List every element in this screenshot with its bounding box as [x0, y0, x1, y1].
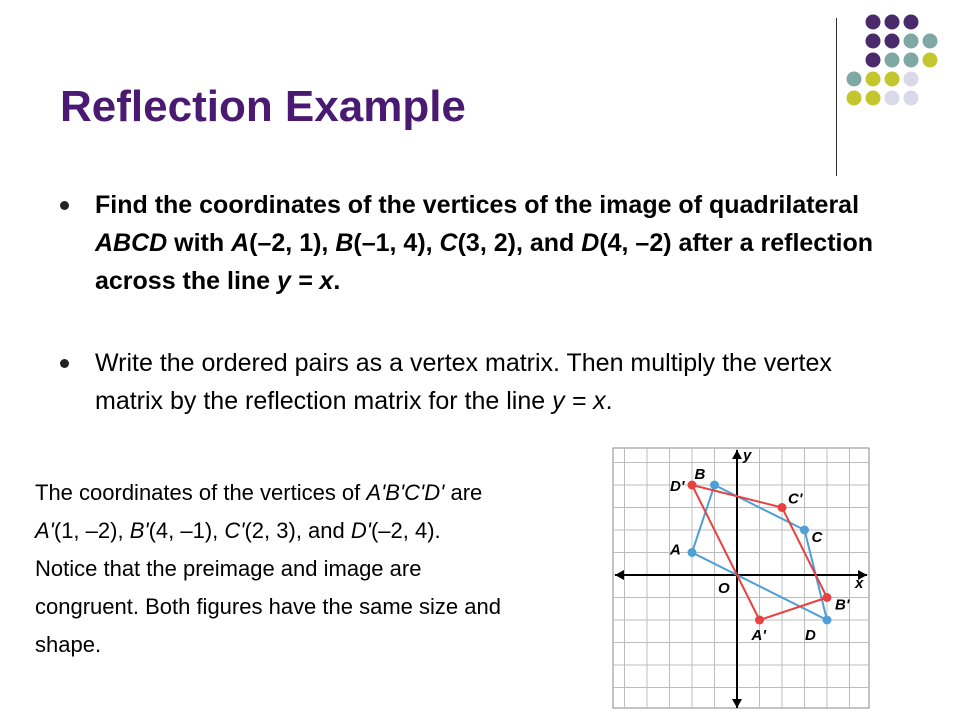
decor-dot — [904, 91, 919, 106]
slide-title: Reflection Example — [60, 82, 466, 131]
text-segment: (3, 2), and — [457, 229, 582, 257]
bullet-problem — [60, 186, 900, 300]
italic-math-text: ABCD — [95, 229, 168, 257]
text-segment: are — [444, 480, 483, 505]
italic-math-text: B — [335, 229, 354, 257]
text-segment: (4, –1), — [148, 518, 225, 543]
x-axis-label: x — [855, 575, 864, 592]
origin-label: O — [718, 580, 730, 597]
text-segment: (1, –2), — [53, 518, 130, 543]
decor-dot — [885, 15, 900, 30]
decor-dot — [866, 72, 881, 87]
text-segment: (4, –2) after a reflection across the line — [95, 229, 874, 295]
decor-dot — [923, 53, 938, 68]
decor-dot — [904, 72, 919, 87]
y-axis-label: y — [743, 447, 752, 464]
decor-dot — [885, 91, 900, 106]
italic-math-text: A — [231, 229, 250, 257]
italic-math-text: D — [581, 229, 600, 257]
decor-dot — [866, 15, 881, 30]
bullet-dot — [60, 359, 69, 368]
preimage-vertex-label: D — [805, 627, 816, 644]
text-segment: (–2, 4). Notice that the preimage and image are congruent. Both figures have the same size and shape. — [35, 518, 501, 657]
image-vertex-label: D' — [670, 478, 685, 495]
italic-math-text: B' — [129, 518, 149, 543]
decor-dot — [904, 53, 919, 68]
decor-dot — [866, 91, 881, 106]
image-vertex-label: B' — [835, 596, 850, 614]
image-vertex-label: A' — [751, 627, 766, 644]
image-vertex-d-prime — [688, 481, 697, 490]
text-segment: (–2, 1), — [249, 229, 336, 257]
bullet-instruction-text — [95, 344, 900, 420]
text-segment: The coordinates of the vertices of — [35, 480, 367, 505]
decor-dot — [866, 34, 881, 49]
text-segment: Write the ordered pairs as a vertex matrix. Then multiply the vertex matrix by the reflection matrix for the line — [95, 349, 832, 415]
preimage-vertex-b — [710, 481, 719, 490]
text-segment: (2, 3), and — [244, 518, 351, 543]
decor-dot — [866, 53, 881, 68]
italic-math-text: y = x — [277, 267, 334, 295]
decorative-dot-grid — [0, 0, 960, 180]
bullet-problem-text — [95, 186, 900, 300]
bullet-instruction — [60, 344, 900, 420]
decor-dot — [847, 91, 862, 106]
image-vertex-c-prime — [778, 503, 787, 512]
preimage-vertex-label: C — [811, 529, 823, 546]
image-vertex-a-prime — [755, 616, 764, 625]
decor-dot — [923, 34, 938, 49]
italic-math-text: C' — [224, 518, 245, 543]
italic-math-text: A'B'C'D' — [366, 480, 445, 505]
bullet-dot — [60, 201, 69, 210]
preimage-vertex-a — [688, 548, 697, 557]
preimage-vertex-c — [800, 526, 809, 535]
preimage-vertex-label: B — [694, 466, 706, 483]
text-segment: . — [605, 387, 613, 415]
decor-dot — [904, 34, 919, 49]
coordinate-graph — [597, 440, 877, 710]
decor-dot — [847, 72, 862, 87]
decor-dot — [885, 53, 900, 68]
italic-math-text: D' — [350, 518, 371, 543]
preimage-vertex-label: A — [670, 541, 681, 559]
image-vertex-b-prime — [823, 593, 832, 602]
italic-math-text: C — [439, 229, 458, 257]
italic-math-text: y = x — [552, 387, 606, 415]
solution-note — [35, 474, 505, 664]
italic-math-text: A' — [35, 518, 54, 543]
image-vertex-label: C' — [788, 490, 803, 508]
text-segment: Find the coordinates of the vertices of the image of quadrilateral — [95, 191, 860, 219]
text-segment: (–1, 4), — [353, 229, 440, 257]
text-segment: with — [167, 229, 232, 257]
decor-dot — [885, 72, 900, 87]
decor-dot — [885, 34, 900, 49]
text-segment: . — [333, 267, 341, 295]
decor-dot — [904, 15, 919, 30]
preimage-vertex-d — [823, 616, 832, 625]
